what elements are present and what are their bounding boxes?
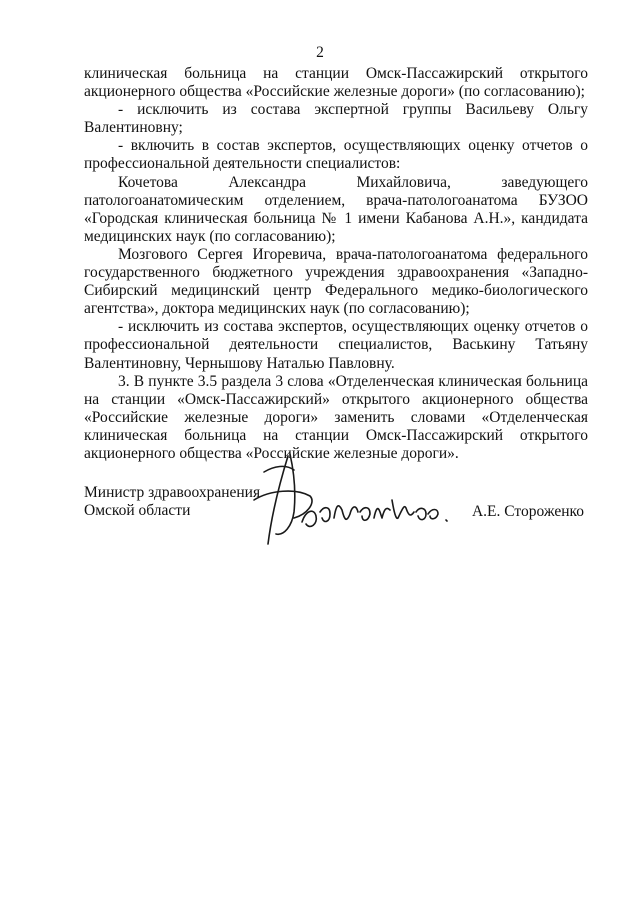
position-line: Омской области bbox=[84, 502, 191, 520]
page-number: 2 bbox=[316, 44, 324, 61]
signatory-position bbox=[84, 484, 260, 520]
paragraph: клиническая больница на станции Омск-Пассажирский открытого акционерного общества «Российские железные дороги» (по согласованию); bbox=[84, 65, 588, 101]
paragraph: Мозгового Сергея Игоревича, врача-патологоанатома федерального государственного бюджетного учреждения здравоохранения «Западно-Сибирский медицинский центр Федерального медико-биологического агентства», доктора медицинских наук (по согласованию); bbox=[84, 245, 588, 318]
paragraph: - включить в состав экспертов, осуществляющих оценку отчетов о профессиональной деятельности специалистов: bbox=[84, 137, 588, 173]
position-line: Министр здравоохранения bbox=[84, 484, 261, 501]
handwritten-signature bbox=[250, 452, 465, 548]
paragraph: - исключить из состава экспертов, осуществляющих оценку отчетов о профессиональной деятельности специалистов, Васькину Татьяну Валентиновну, Чернышову Наталью Павловну. bbox=[84, 318, 588, 372]
paragraph: Кочетова Александра Михайловича, заведующего патологоанатомическим отделением, врача-патологоанатома БУЗОО «Городская клиническая больница № 1 имени Кабанова А.Н.», кандидата медицинских наук (по согласованию); bbox=[84, 173, 588, 245]
paragraph: - исключить из состава экспертной группы Васильеву Ольгу Валентиновну; bbox=[84, 101, 588, 137]
paragraph: 3. В пункте 3.5 раздела 3 слова «Отделенческая клиническая больница на станции «Омск-Пассажирский» открытого акционерного общества «Российские железные дороги» заменить словами «Отделенческая клиническая больница на станции Омск-Пассажирский открытого акционерного общества «Российские железные дороги». bbox=[84, 372, 588, 462]
signatory-name: А.Е. Стороженко bbox=[471, 503, 584, 520]
document-body bbox=[84, 65, 588, 463]
